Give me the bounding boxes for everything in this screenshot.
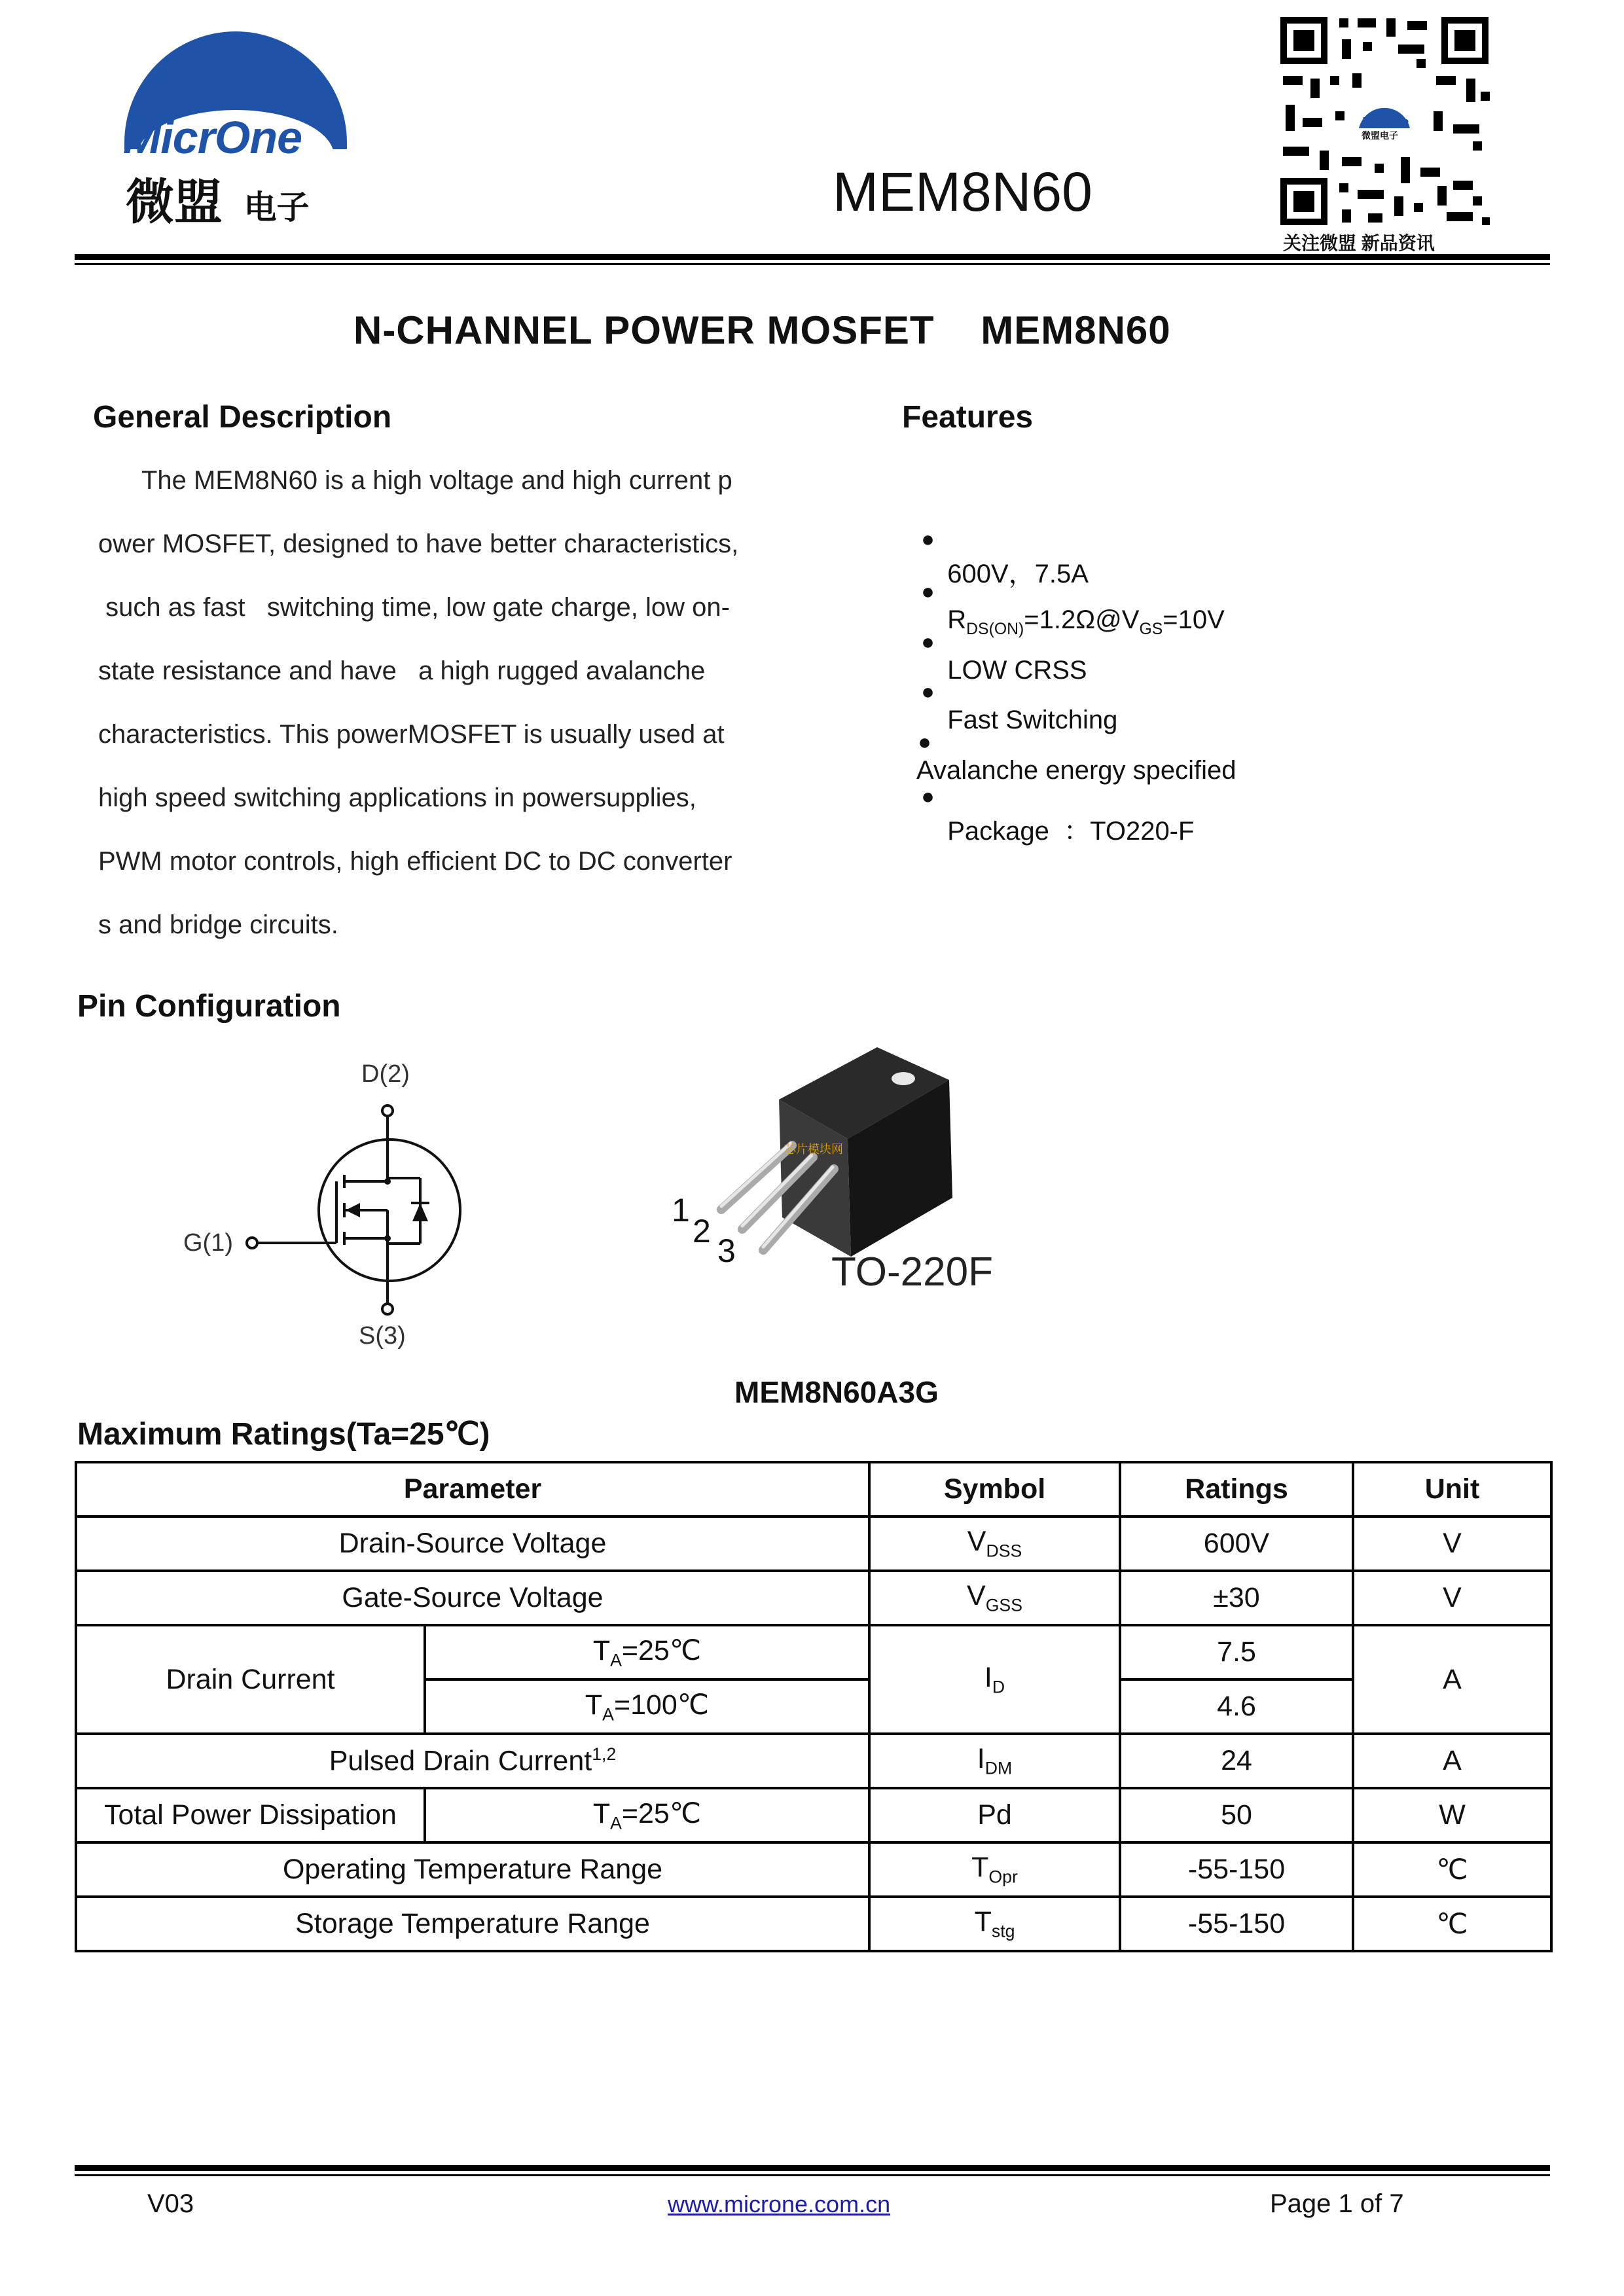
cond-t: T bbox=[585, 1689, 603, 1721]
maximum-ratings-table bbox=[75, 1461, 1553, 1952]
cond-end: =25℃ bbox=[621, 1634, 702, 1666]
features-heading: Features bbox=[902, 400, 1034, 435]
rating-cell: 24 bbox=[1120, 1734, 1353, 1788]
rating-cell: -55-150 bbox=[1120, 1897, 1353, 1951]
column-header-unit: Unit bbox=[1353, 1462, 1551, 1516]
bullet-icon: ● bbox=[921, 579, 935, 604]
feature-item bbox=[907, 751, 1194, 848]
symbol-cell bbox=[869, 1571, 1120, 1625]
table-header-row bbox=[76, 1462, 1551, 1516]
feature-text: Fast Switching bbox=[947, 706, 1118, 734]
rating-cell: 600V bbox=[1120, 1516, 1353, 1571]
mosfet-schematic bbox=[177, 1054, 478, 1361]
symbol-letter: V bbox=[967, 1580, 986, 1612]
table-row bbox=[76, 1516, 1551, 1571]
unit-cell: W bbox=[1353, 1788, 1551, 1842]
bullet-icon: ● bbox=[921, 784, 935, 809]
logo-wordmark: MicrOne bbox=[123, 112, 302, 163]
qr-caption: 关注微盟 新品资讯 bbox=[1283, 233, 1435, 253]
description-line: PWM motor controls, high efficient DC to DC converter bbox=[98, 847, 732, 876]
symbol-letter: T bbox=[971, 1852, 989, 1884]
symbol-letter: V bbox=[967, 1526, 986, 1558]
bullet-icon: ● bbox=[921, 679, 935, 704]
feature-text: 600V，7.5A bbox=[947, 560, 1089, 588]
unit-cell: ℃ bbox=[1353, 1842, 1551, 1897]
feature-text: LOW CRSS bbox=[947, 656, 1087, 685]
logo-chinese bbox=[126, 164, 310, 233]
rating-cell: ±30 bbox=[1120, 1571, 1353, 1625]
symbol-sub: DSS bbox=[986, 1541, 1022, 1561]
unit-cell: A bbox=[1353, 1625, 1551, 1734]
package-label: TO-220F bbox=[831, 1249, 993, 1295]
param-cell: Operating Temperature Range bbox=[76, 1842, 869, 1897]
symbol-sub: D bbox=[992, 1677, 1005, 1697]
column-header-symbol: Symbol bbox=[869, 1462, 1120, 1516]
rating-cell: 4.6 bbox=[1120, 1679, 1353, 1734]
watermark-text: 芯片模块网 bbox=[784, 1143, 843, 1156]
footer-version: V03 bbox=[147, 2189, 194, 2218]
document-title: N-CHANNEL POWER MOSFET MEM8N60 bbox=[353, 308, 1171, 352]
symbol-sub: DM bbox=[984, 1758, 1013, 1778]
description-line: ower MOSFET, designed to have better characteristics, bbox=[98, 529, 739, 558]
symbol-letter: T bbox=[974, 1906, 992, 1938]
feature-rds-sub: DS(ON) bbox=[966, 620, 1024, 638]
feature-text: Avalanche energy specified bbox=[916, 756, 1236, 785]
cond-sub: A bbox=[610, 1650, 622, 1670]
source-label: S(3) bbox=[359, 1322, 406, 1350]
footer-rule-thick bbox=[75, 2165, 1550, 2171]
qr-code bbox=[1276, 13, 1492, 229]
condition-cell bbox=[425, 1788, 869, 1842]
rating-cell: -55-150 bbox=[1120, 1842, 1353, 1897]
footnote-sup: 1,2 bbox=[592, 1744, 617, 1765]
table-row bbox=[76, 1897, 1551, 1951]
symbol-cell: Pd bbox=[869, 1788, 1120, 1842]
pin-number-3: 3 bbox=[717, 1232, 736, 1269]
pin-configuration-heading: Pin Configuration bbox=[77, 989, 341, 1024]
to220f-package-illustration bbox=[661, 1041, 1028, 1316]
description-line: such as fast switching time, low gate charge, low on- bbox=[98, 593, 730, 622]
bullet-icon: ● bbox=[921, 527, 935, 552]
table-row bbox=[76, 1842, 1551, 1897]
feature-rds-end: =10V bbox=[1163, 605, 1225, 634]
general-description-body bbox=[98, 466, 738, 974]
mosfet-symbol-icon bbox=[177, 1054, 478, 1361]
param-cell bbox=[76, 1734, 869, 1788]
maximum-ratings-heading: Maximum Ratings(Ta=25℃) bbox=[77, 1417, 490, 1452]
bullet-icon: ● bbox=[921, 630, 935, 655]
param-text: Pulsed Drain Current bbox=[329, 1745, 592, 1777]
column-header-ratings: Ratings bbox=[1120, 1462, 1353, 1516]
param-cell: Total Power Dissipation bbox=[76, 1788, 425, 1842]
footer-website-link[interactable]: www.microne.com.cn bbox=[668, 2191, 891, 2217]
footer-page-number: Page 1 of 7 bbox=[1270, 2189, 1404, 2218]
table-row bbox=[76, 1571, 1551, 1625]
symbol-cell bbox=[869, 1516, 1120, 1571]
feature-vgs-sub: GS bbox=[1139, 620, 1163, 638]
symbol-letter: I bbox=[984, 1661, 992, 1693]
header-part-number: MEM8N60 bbox=[833, 161, 1092, 223]
param-cell: Storage Temperature Range bbox=[76, 1897, 869, 1951]
description-line: state resistance and have a high rugged avalanche bbox=[98, 656, 706, 685]
general-description-heading: General Description bbox=[93, 400, 392, 435]
pin-number-2: 2 bbox=[693, 1213, 711, 1249]
symbol-cell bbox=[869, 1734, 1120, 1788]
footer-rule-thin bbox=[75, 2174, 1550, 2176]
cond-sub: A bbox=[602, 1704, 614, 1725]
symbol-sub: GSS bbox=[985, 1595, 1022, 1615]
qr-center-logo: MicrOne bbox=[1362, 115, 1409, 128]
cond-sub: A bbox=[610, 1813, 622, 1833]
description-line: characteristics. This powerMOSFET is usually used at bbox=[98, 720, 725, 749]
symbol-sub: stg bbox=[991, 1921, 1015, 1941]
bullet-icon: ● bbox=[918, 730, 931, 755]
symbol-letter: I bbox=[977, 1743, 985, 1775]
table-row bbox=[76, 1625, 1551, 1679]
feature-rds-mid: =1.2Ω@V bbox=[1024, 605, 1140, 634]
param-cell: Gate-Source Voltage bbox=[76, 1571, 869, 1625]
unit-cell: V bbox=[1353, 1516, 1551, 1571]
drain-label: D(2) bbox=[361, 1060, 410, 1088]
param-cell: Drain Current bbox=[76, 1625, 425, 1734]
cond-t: T bbox=[592, 1634, 611, 1666]
rating-cell: 7.5 bbox=[1120, 1625, 1353, 1679]
symbol-sub: Opr bbox=[988, 1867, 1018, 1887]
cond-end: =100℃ bbox=[613, 1689, 710, 1721]
feature-text: Package ：TO220-F bbox=[947, 817, 1195, 846]
pin-number-1: 1 bbox=[672, 1192, 690, 1229]
symbol-cell bbox=[869, 1842, 1120, 1897]
description-line: The MEM8N60 is a high voltage and high current p bbox=[98, 466, 732, 495]
unit-cell: A bbox=[1353, 1734, 1551, 1788]
column-header-parameter: Parameter bbox=[76, 1462, 869, 1516]
rating-cell: 50 bbox=[1120, 1788, 1353, 1842]
table-row bbox=[76, 1788, 1551, 1842]
cond-t: T bbox=[592, 1797, 611, 1829]
gate-label: G(1) bbox=[183, 1229, 233, 1257]
header-rule-thin bbox=[75, 263, 1550, 265]
feature-rds-r: R bbox=[947, 605, 967, 634]
logo-cn-main: 微盟 bbox=[126, 175, 223, 229]
order-code: MEM8N60A3G bbox=[734, 1375, 939, 1409]
unit-cell: ℃ bbox=[1353, 1897, 1551, 1951]
description-line: high speed switching applications in powersupplies, bbox=[98, 783, 696, 812]
qr-center-cn: 微盟电子 bbox=[1362, 130, 1398, 141]
logo-cn-small: 电子 bbox=[244, 189, 310, 226]
param-cell: Drain-Source Voltage bbox=[76, 1516, 869, 1571]
cond-end: =25℃ bbox=[621, 1797, 702, 1829]
table-row bbox=[76, 1734, 1551, 1788]
condition-cell bbox=[425, 1625, 869, 1679]
unit-cell: V bbox=[1353, 1571, 1551, 1625]
header-rule-thick bbox=[75, 254, 1550, 260]
condition-cell bbox=[425, 1679, 869, 1734]
symbol-cell bbox=[869, 1897, 1120, 1951]
symbol-cell bbox=[869, 1625, 1120, 1734]
description-line: s and bridge circuits. bbox=[98, 910, 338, 939]
